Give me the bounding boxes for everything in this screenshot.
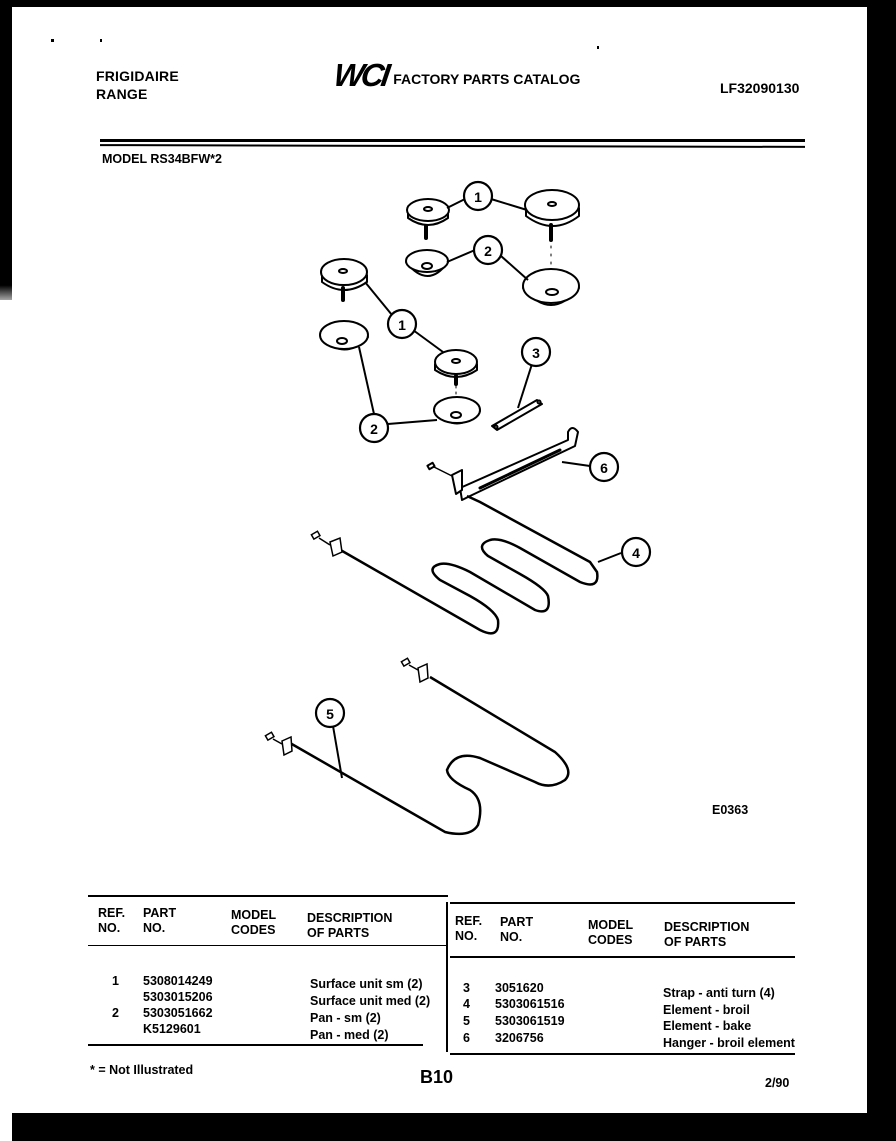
- callout-label: 5: [326, 706, 334, 722]
- callout-label: 6: [600, 460, 608, 476]
- table-row-desc: Pan - med (2): [310, 1028, 389, 1042]
- table-row-part: K5129601: [143, 1022, 201, 1036]
- table-row-ref: 5: [463, 1014, 470, 1028]
- table-row-part: 5303061516: [495, 997, 565, 1011]
- table-row-desc: Element - bake: [663, 1019, 752, 1033]
- callout-label: 2: [370, 421, 378, 437]
- table-row-ref: 3: [463, 981, 470, 995]
- header-description: DESCRIPTION OF PARTS: [664, 920, 750, 949]
- broil-element-icon: [311, 496, 597, 633]
- table-rule: [450, 956, 795, 958]
- brand-name: FRIGIDAIRE: [96, 68, 179, 84]
- wci-logo: WCI: [331, 57, 390, 93]
- product-type: RANGE: [96, 86, 148, 102]
- not-illustrated-note: * = Not Illustrated: [90, 1063, 194, 1077]
- table-row-desc: Element - broil: [663, 1003, 750, 1017]
- table-row-desc: Hanger - broil element: [663, 1036, 795, 1050]
- header-model-codes: MODEL CODES: [231, 908, 277, 937]
- table-row-ref: 4: [463, 997, 470, 1011]
- surface-unit-icon: [525, 190, 579, 268]
- table-row-part: 5303015206: [143, 990, 213, 1004]
- table-rule: [88, 895, 448, 897]
- pan-icon: [406, 250, 448, 276]
- page-number: B10: [420, 1067, 454, 1087]
- table-row-part: 5303061519: [495, 1014, 565, 1028]
- table-rule: [450, 1053, 795, 1055]
- table-row-part: 3051620: [495, 981, 544, 995]
- header-part-no: PART NO.: [500, 915, 534, 944]
- callout-label: 3: [532, 345, 540, 361]
- header-description: DESCRIPTION OF PARTS: [307, 911, 393, 940]
- surface-unit-icon: [321, 259, 367, 300]
- table-row-desc: Surface unit sm (2): [310, 977, 423, 991]
- header-part-no: PART NO.: [143, 906, 177, 935]
- model-number: MODEL RS34BFW*2: [102, 152, 222, 166]
- catalog-title: FACTORY PARTS CATALOG: [393, 71, 581, 87]
- table-row-ref: 2: [112, 1006, 119, 1020]
- surface-unit-icon: [407, 199, 449, 238]
- pan-icon: [523, 269, 579, 305]
- header-ref-no: REF. NO.: [455, 914, 483, 943]
- broil-element-hanger-icon: [427, 428, 578, 500]
- figure-code: E0363: [712, 803, 749, 817]
- table-rule: [88, 1044, 423, 1046]
- header-model-codes: MODEL CODES: [588, 918, 634, 947]
- callout-label: 2: [484, 243, 492, 259]
- table-divider: [446, 902, 448, 1052]
- table-rule: [450, 902, 795, 904]
- table-row-desc: Strap - anti turn (4): [663, 986, 775, 1000]
- pan-icon: [434, 397, 480, 424]
- table-row-part: 5308014249: [143, 974, 213, 988]
- header-ref-no: REF. NO.: [98, 906, 126, 935]
- table-row-ref: 1: [112, 974, 119, 988]
- anti-turn-strap-icon: [492, 400, 542, 430]
- table-row-desc: Pan - sm (2): [310, 1011, 381, 1025]
- pan-icon: [320, 321, 368, 350]
- table-rule: [88, 945, 446, 946]
- surface-unit-icon: [435, 350, 477, 398]
- table-row-desc: Surface unit med (2): [310, 994, 431, 1008]
- bake-element-icon: [265, 658, 568, 834]
- revision-date: 2/90: [765, 1076, 790, 1090]
- catalog-number: LF32090130: [720, 80, 800, 96]
- table-row-part: 5303051662: [143, 1006, 213, 1020]
- callout-label: 1: [398, 317, 406, 333]
- table-row-ref: 6: [463, 1031, 470, 1045]
- table-row-part: 3206756: [495, 1031, 544, 1045]
- callout-label: 4: [632, 545, 640, 561]
- callout-label: 1: [474, 189, 482, 205]
